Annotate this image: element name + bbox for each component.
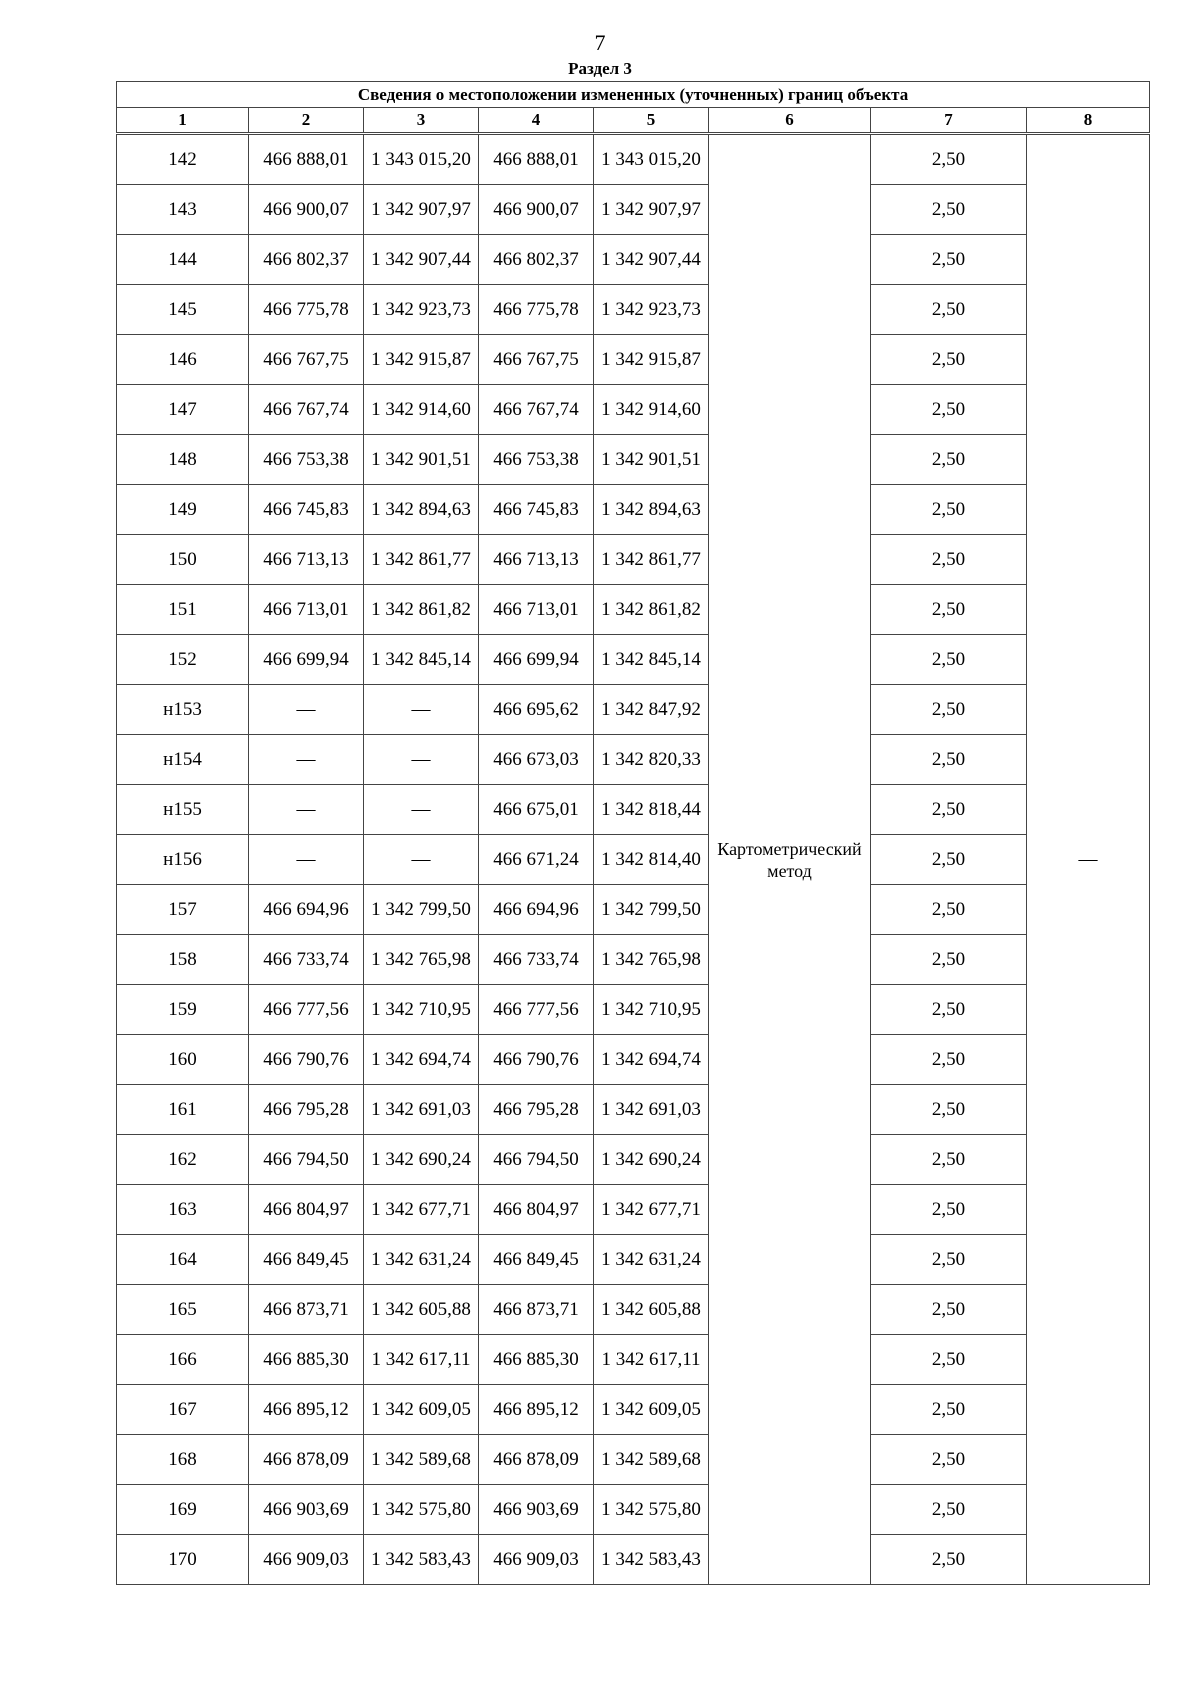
y-new-cell: 1 342 847,92 (594, 685, 709, 735)
x-old-cell: 466 699,94 (249, 635, 364, 685)
accuracy-cell: 2,50 (871, 285, 1027, 335)
y-old-cell: 1 342 690,24 (364, 1135, 479, 1185)
y-new-cell: 1 342 575,80 (594, 1485, 709, 1535)
table-row (117, 635, 1150, 685)
accuracy-cell: 2,50 (871, 235, 1027, 285)
x-new-cell: 466 695,62 (479, 685, 594, 735)
y-old-cell: — (364, 785, 479, 835)
x-old-cell: 466 790,76 (249, 1035, 364, 1085)
point-cell: 160 (117, 1035, 249, 1085)
y-old-cell: 1 342 861,82 (364, 585, 479, 635)
table-row (117, 1185, 1150, 1235)
x-new-cell: 466 675,01 (479, 785, 594, 835)
y-new-cell: 1 342 605,88 (594, 1285, 709, 1335)
y-new-cell: 1 342 894,63 (594, 485, 709, 535)
x-old-cell: 466 849,45 (249, 1235, 364, 1285)
table-caption: Сведения о местоположении измененных (уточненных) границ объекта (117, 82, 1150, 108)
y-new-cell: 1 342 915,87 (594, 335, 709, 385)
x-new-cell: 466 775,78 (479, 285, 594, 335)
accuracy-cell: 2,50 (871, 1485, 1027, 1535)
x-new-cell: 466 699,94 (479, 635, 594, 685)
table-row (117, 885, 1150, 935)
point-cell: 144 (117, 235, 249, 285)
table-row (117, 1035, 1150, 1085)
y-old-cell: 1 342 861,77 (364, 535, 479, 585)
y-old-cell: 1 342 710,95 (364, 985, 479, 1035)
x-old-cell: 466 878,09 (249, 1435, 364, 1485)
point-cell: 158 (117, 935, 249, 985)
point-cell: 149 (117, 485, 249, 535)
x-old-cell: 466 713,01 (249, 585, 364, 635)
x-old-cell: — (249, 785, 364, 835)
x-old-cell: 466 795,28 (249, 1085, 364, 1135)
x-new-cell: 466 888,01 (479, 134, 594, 185)
accuracy-cell: 2,50 (871, 435, 1027, 485)
accuracy-cell: 2,50 (871, 1335, 1027, 1385)
x-old-cell: 466 753,38 (249, 435, 364, 485)
point-cell: 168 (117, 1435, 249, 1485)
point-cell: 166 (117, 1335, 249, 1385)
x-new-cell: 466 873,71 (479, 1285, 594, 1335)
point-cell: н155 (117, 785, 249, 835)
x-old-cell: 466 903,69 (249, 1485, 364, 1535)
x-old-cell: — (249, 835, 364, 885)
point-cell: н156 (117, 835, 249, 885)
x-old-cell: — (249, 735, 364, 785)
table-row (117, 935, 1150, 985)
y-new-cell: 1 342 799,50 (594, 885, 709, 935)
point-cell: 170 (117, 1535, 249, 1585)
y-new-cell: 1 342 765,98 (594, 935, 709, 985)
y-old-cell: 1 342 609,05 (364, 1385, 479, 1435)
column-number: 1 (117, 108, 249, 134)
x-old-cell: 466 767,75 (249, 335, 364, 385)
x-new-cell: 466 900,07 (479, 185, 594, 235)
x-new-cell: 466 849,45 (479, 1235, 594, 1285)
accuracy-cell: 2,50 (871, 485, 1027, 535)
x-old-cell: 466 794,50 (249, 1135, 364, 1185)
x-new-cell: 466 694,96 (479, 885, 594, 935)
x-old-cell: 466 767,74 (249, 385, 364, 435)
x-old-cell: 466 909,03 (249, 1535, 364, 1585)
column-number: 3 (364, 108, 479, 134)
accuracy-cell: 2,50 (871, 1185, 1027, 1235)
table-row (117, 1135, 1150, 1185)
table-row (117, 685, 1150, 735)
coordinates-table (116, 81, 1150, 1585)
y-old-cell: 1 342 901,51 (364, 435, 479, 485)
y-new-cell: 1 342 914,60 (594, 385, 709, 435)
y-new-cell: 1 342 820,33 (594, 735, 709, 785)
x-old-cell: 466 777,56 (249, 985, 364, 1035)
x-old-cell: 466 694,96 (249, 885, 364, 935)
x-new-cell: 466 903,69 (479, 1485, 594, 1535)
y-old-cell: — (364, 735, 479, 785)
point-cell: 151 (117, 585, 249, 635)
accuracy-cell: 2,50 (871, 535, 1027, 585)
table-row (117, 134, 1150, 185)
y-new-cell: 1 342 907,97 (594, 185, 709, 235)
accuracy-cell: 2,50 (871, 1385, 1027, 1435)
table-row (117, 1535, 1150, 1585)
point-cell: 145 (117, 285, 249, 335)
y-new-cell: 1 342 814,40 (594, 835, 709, 885)
y-new-cell: 1 342 694,74 (594, 1035, 709, 1085)
x-new-cell: 466 909,03 (479, 1535, 594, 1585)
table-row (117, 735, 1150, 785)
table-row (117, 835, 1150, 885)
x-new-cell: 466 767,74 (479, 385, 594, 435)
x-new-cell: 466 753,38 (479, 435, 594, 485)
accuracy-cell: 2,50 (871, 335, 1027, 385)
accuracy-cell: 2,50 (871, 385, 1027, 435)
y-new-cell: 1 342 710,95 (594, 985, 709, 1035)
column-number: 5 (594, 108, 709, 134)
accuracy-cell: 2,50 (871, 1135, 1027, 1185)
accuracy-cell: 2,50 (871, 635, 1027, 685)
x-old-cell: 466 804,97 (249, 1185, 364, 1235)
x-old-cell: 466 733,74 (249, 935, 364, 985)
point-cell: 169 (117, 1485, 249, 1535)
accuracy-cell: 2,50 (871, 1035, 1027, 1085)
y-old-cell: 1 342 575,80 (364, 1485, 479, 1535)
table-row (117, 1235, 1150, 1285)
x-new-cell: 466 885,30 (479, 1335, 594, 1385)
y-old-cell: 1 342 894,63 (364, 485, 479, 535)
x-old-cell: 466 885,30 (249, 1335, 364, 1385)
y-new-cell: 1 342 861,77 (594, 535, 709, 585)
y-old-cell: 1 342 631,24 (364, 1235, 479, 1285)
table-body (117, 134, 1150, 1585)
accuracy-cell: 2,50 (871, 1235, 1027, 1285)
y-old-cell: 1 342 589,68 (364, 1435, 479, 1485)
y-old-cell: 1 342 765,98 (364, 935, 479, 985)
y-new-cell: 1 342 589,68 (594, 1435, 709, 1485)
x-old-cell: 466 895,12 (249, 1385, 364, 1435)
point-cell: 142 (117, 134, 249, 185)
table-row (117, 485, 1150, 535)
point-cell: 147 (117, 385, 249, 435)
x-new-cell: 466 802,37 (479, 235, 594, 285)
x-old-cell: 466 713,13 (249, 535, 364, 585)
point-cell: н153 (117, 685, 249, 735)
y-old-cell: 1 343 015,20 (364, 134, 479, 185)
x-old-cell: 466 745,83 (249, 485, 364, 535)
table-row (117, 1285, 1150, 1335)
x-old-cell: 466 802,37 (249, 235, 364, 285)
y-new-cell: 1 342 690,24 (594, 1135, 709, 1185)
table-row (117, 235, 1150, 285)
accuracy-cell: 2,50 (871, 785, 1027, 835)
table-row (117, 535, 1150, 585)
y-old-cell: — (364, 685, 479, 735)
x-new-cell: 466 804,97 (479, 1185, 594, 1235)
x-new-cell: 466 794,50 (479, 1135, 594, 1185)
accuracy-cell: 2,50 (871, 735, 1027, 785)
y-old-cell: 1 342 915,87 (364, 335, 479, 385)
y-old-cell: 1 342 923,73 (364, 285, 479, 335)
y-old-cell: 1 342 677,71 (364, 1185, 479, 1235)
y-old-cell: 1 342 605,88 (364, 1285, 479, 1335)
point-cell: 167 (117, 1385, 249, 1435)
table-row (117, 435, 1150, 485)
y-new-cell: 1 342 861,82 (594, 585, 709, 635)
x-new-cell: 466 671,24 (479, 835, 594, 885)
point-cell: 146 (117, 335, 249, 385)
x-new-cell: 466 795,28 (479, 1085, 594, 1135)
table-row (117, 1085, 1150, 1135)
y-old-cell: 1 342 694,74 (364, 1035, 479, 1085)
y-new-cell: 1 342 583,43 (594, 1535, 709, 1585)
table-row (117, 1385, 1150, 1435)
accuracy-cell: 2,50 (871, 1535, 1027, 1585)
x-new-cell: 466 745,83 (479, 485, 594, 535)
table-row (117, 785, 1150, 835)
y-old-cell: 1 342 583,43 (364, 1535, 479, 1585)
accuracy-cell: 2,50 (871, 134, 1027, 185)
point-cell: 163 (117, 1185, 249, 1235)
x-new-cell: 466 790,76 (479, 1035, 594, 1085)
table-row (117, 985, 1150, 1035)
table-row (117, 185, 1150, 235)
accuracy-cell: 2,50 (871, 1285, 1027, 1335)
x-old-cell: 466 888,01 (249, 134, 364, 185)
table-row (117, 1485, 1150, 1535)
x-new-cell: 466 777,56 (479, 985, 594, 1035)
y-new-cell: 1 342 677,71 (594, 1185, 709, 1235)
y-new-cell: 1 342 901,51 (594, 435, 709, 485)
point-cell: 148 (117, 435, 249, 485)
table-row (117, 1335, 1150, 1385)
table-row (117, 335, 1150, 385)
y-old-cell: 1 342 799,50 (364, 885, 479, 935)
point-cell: 157 (117, 885, 249, 935)
accuracy-cell: 2,50 (871, 185, 1027, 235)
y-old-cell: 1 342 914,60 (364, 385, 479, 435)
table-row (117, 585, 1150, 635)
y-new-cell: 1 343 015,20 (594, 134, 709, 185)
point-cell: 150 (117, 535, 249, 585)
point-cell: 159 (117, 985, 249, 1035)
accuracy-cell: 2,50 (871, 935, 1027, 985)
y-old-cell: 1 342 691,03 (364, 1085, 479, 1135)
section-title: Раздел 3 (568, 59, 632, 78)
point-cell: 143 (117, 185, 249, 235)
y-new-cell: 1 342 923,73 (594, 285, 709, 335)
y-old-cell: 1 342 617,11 (364, 1335, 479, 1385)
method-cell: Картометрический метод (709, 134, 871, 1585)
accuracy-cell: 2,50 (871, 585, 1027, 635)
column-8-cell: — (1027, 134, 1150, 1585)
page-number: 7 (594, 30, 606, 55)
y-new-cell: 1 342 631,24 (594, 1235, 709, 1285)
column-number-row (117, 108, 1150, 134)
y-old-cell: 1 342 845,14 (364, 635, 479, 685)
accuracy-cell: 2,50 (871, 685, 1027, 735)
y-new-cell: 1 342 609,05 (594, 1385, 709, 1435)
x-old-cell: 466 873,71 (249, 1285, 364, 1335)
column-number: 7 (871, 108, 1027, 134)
point-cell: 165 (117, 1285, 249, 1335)
y-new-cell: 1 342 845,14 (594, 635, 709, 685)
point-cell: 161 (117, 1085, 249, 1135)
table-row (117, 285, 1150, 335)
y-new-cell: 1 342 907,44 (594, 235, 709, 285)
accuracy-cell: 2,50 (871, 1085, 1027, 1135)
y-new-cell: 1 342 691,03 (594, 1085, 709, 1135)
y-new-cell: 1 342 818,44 (594, 785, 709, 835)
point-cell: 152 (117, 635, 249, 685)
accuracy-cell: 2,50 (871, 985, 1027, 1035)
column-number: 8 (1027, 108, 1150, 134)
accuracy-cell: 2,50 (871, 835, 1027, 885)
x-new-cell: 466 878,09 (479, 1435, 594, 1485)
point-cell: 162 (117, 1135, 249, 1185)
x-new-cell: 466 713,01 (479, 585, 594, 635)
x-new-cell: 466 673,03 (479, 735, 594, 785)
x-new-cell: 466 733,74 (479, 935, 594, 985)
x-old-cell: 466 900,07 (249, 185, 364, 235)
column-number: 2 (249, 108, 364, 134)
x-new-cell: 466 767,75 (479, 335, 594, 385)
table-row (117, 1435, 1150, 1485)
accuracy-cell: 2,50 (871, 1435, 1027, 1485)
point-cell: 164 (117, 1235, 249, 1285)
column-number: 4 (479, 108, 594, 134)
x-old-cell: 466 775,78 (249, 285, 364, 335)
y-old-cell: 1 342 907,44 (364, 235, 479, 285)
x-new-cell: 466 895,12 (479, 1385, 594, 1435)
y-old-cell: — (364, 835, 479, 885)
accuracy-cell: 2,50 (871, 885, 1027, 935)
x-old-cell: — (249, 685, 364, 735)
y-old-cell: 1 342 907,97 (364, 185, 479, 235)
table-row (117, 385, 1150, 435)
point-cell: н154 (117, 735, 249, 785)
y-new-cell: 1 342 617,11 (594, 1335, 709, 1385)
x-new-cell: 466 713,13 (479, 535, 594, 585)
column-number: 6 (709, 108, 871, 134)
